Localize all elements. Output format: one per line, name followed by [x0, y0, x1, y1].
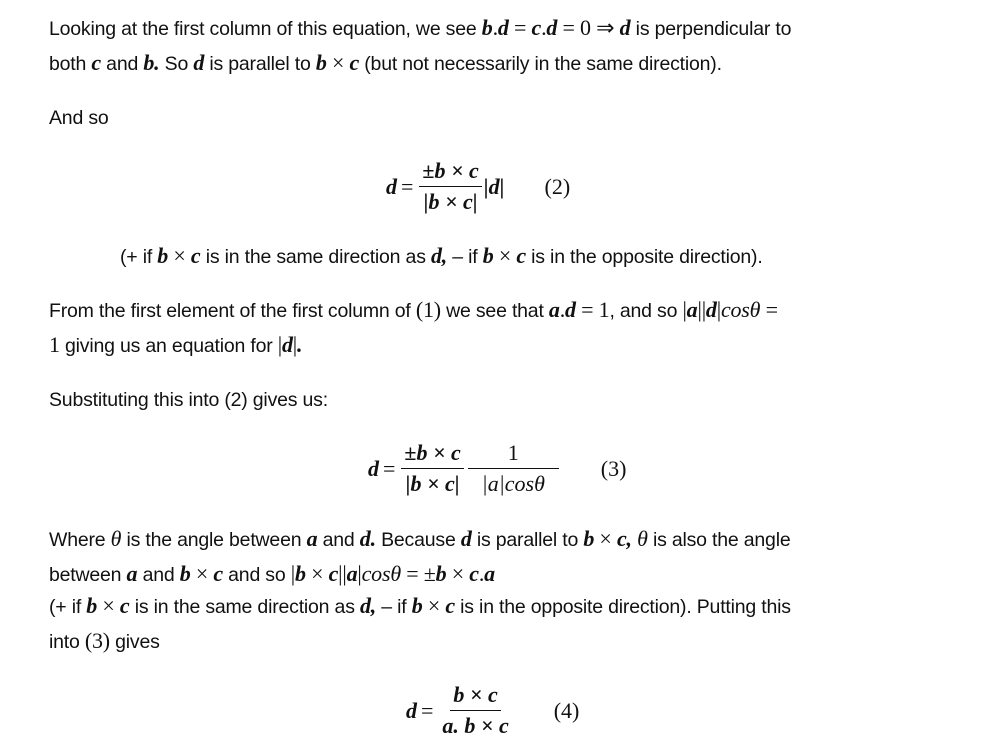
- math-run: = 1: [575, 297, 610, 322]
- text-run: Looking at the first column of this equation, we see: [49, 18, 482, 40]
- numerator: b × c: [450, 682, 500, 711]
- math-run: θ: [110, 526, 122, 551]
- math-run: ×: [493, 243, 517, 268]
- text-run: (+ if: [49, 596, 87, 618]
- math-run: d,: [359, 593, 377, 618]
- math-run: |: [357, 561, 362, 586]
- text-run: and: [317, 529, 360, 551]
- equation-3: [368, 440, 626, 497]
- math-run: cosθ: [720, 297, 761, 322]
- math-run: |: [716, 297, 721, 322]
- numerator: ±b × c: [401, 440, 463, 469]
- math-run: θ: [637, 526, 648, 551]
- denominator: |b × c|: [405, 471, 460, 496]
- eq-tail: |d|: [483, 173, 505, 199]
- eq-lhs: d: [368, 455, 379, 481]
- math-run: |: [277, 332, 282, 357]
- denominator: a. b × c: [442, 713, 509, 738]
- math-run: = 0 ⇒: [557, 15, 620, 40]
- math-run: .: [492, 15, 498, 40]
- text-run: is parallel to: [471, 529, 584, 551]
- text-run: , and so: [609, 300, 683, 322]
- math-run: a: [126, 561, 138, 586]
- math-run: a: [346, 561, 358, 586]
- math-run: c: [328, 561, 339, 586]
- eq-lhs: d: [406, 697, 417, 723]
- text-run: is parallel to: [204, 53, 316, 75]
- math-run: d: [193, 50, 205, 75]
- math-run: .: [296, 332, 303, 357]
- math-run: (1): [415, 297, 441, 322]
- math-run: ×: [422, 593, 446, 618]
- paragraph-line: [49, 16, 791, 41]
- paragraph-line: [49, 562, 495, 587]
- math-run: ×: [97, 593, 120, 618]
- math-run: d: [565, 297, 576, 322]
- math-run: .: [478, 561, 485, 586]
- equation-2: [386, 158, 570, 215]
- text-run: is in the opposite direction). Putting this: [454, 596, 791, 618]
- paragraph-line: [120, 244, 763, 269]
- math-run: c: [91, 50, 101, 75]
- text-run: we see that: [440, 300, 549, 322]
- fraction: [439, 682, 511, 739]
- math-run: |: [292, 332, 297, 357]
- math-run: b: [411, 593, 423, 618]
- paragraph-line: [49, 51, 722, 76]
- math-run: (3): [84, 628, 110, 653]
- paragraph-line: [49, 388, 328, 412]
- fraction: [401, 440, 463, 497]
- math-run: b: [179, 561, 191, 586]
- math-run: c: [516, 243, 526, 268]
- math-run: = ±: [400, 561, 436, 586]
- math-run: ×: [594, 526, 617, 551]
- eq-lhs: d: [386, 173, 397, 199]
- text-run: Where: [49, 529, 111, 551]
- math-run: ×: [446, 561, 470, 586]
- math-run: 1: [49, 332, 60, 357]
- text-run: and so: [222, 564, 291, 586]
- math-run: .: [541, 15, 547, 40]
- math-run: b: [482, 243, 494, 268]
- denominator: |b × c|: [423, 189, 478, 214]
- text-run: is in the same direction as: [129, 596, 360, 618]
- math-run: a: [306, 526, 318, 551]
- math-run: ×: [326, 50, 350, 75]
- paragraph-line: [49, 527, 790, 552]
- math-run: =: [760, 297, 778, 322]
- text-run: and: [100, 53, 144, 75]
- text-run: – if: [447, 246, 483, 268]
- text-run: (+ if: [120, 246, 158, 268]
- math-run: c: [190, 243, 201, 268]
- math-run: c: [119, 593, 130, 618]
- math-run: b: [583, 526, 595, 551]
- text-run: into: [49, 631, 85, 653]
- text-run: (but not necessarily in the same direction).: [359, 53, 722, 75]
- fraction: [419, 158, 481, 215]
- text-run: between: [49, 564, 127, 586]
- text-run: Substituting this into (2) gives us:: [49, 389, 328, 411]
- equation-number: (4): [553, 697, 580, 723]
- paragraph-line: [49, 594, 791, 619]
- equation-4: [406, 682, 579, 739]
- text-run: Because: [375, 529, 461, 551]
- math-run: c: [445, 593, 455, 618]
- math-run: d: [705, 297, 717, 322]
- math-run: ||: [338, 561, 347, 586]
- math-run: b.: [143, 50, 160, 75]
- math-run: b: [86, 593, 98, 618]
- text-run: is the angle between: [121, 529, 307, 551]
- math-run: |: [682, 297, 687, 322]
- math-run: b: [315, 50, 327, 75]
- math-run: c: [531, 15, 542, 40]
- math-run: b: [157, 243, 169, 268]
- equation-number: (2): [544, 173, 571, 199]
- text-run: gives: [109, 631, 160, 653]
- text-run: So: [159, 53, 194, 75]
- text-run: From the first element of the first column of: [49, 300, 416, 322]
- math-run: a: [686, 297, 698, 322]
- paragraph-line: [49, 298, 778, 323]
- math-run: d.: [359, 526, 376, 551]
- math-run: =: [508, 15, 532, 40]
- text-run: both: [49, 53, 92, 75]
- math-run: ×: [168, 243, 191, 268]
- math-run: c: [349, 50, 360, 75]
- numerator: 1: [468, 440, 559, 469]
- text-run: – if: [376, 596, 412, 618]
- equation-number: (3): [600, 455, 627, 481]
- math-run: d: [460, 526, 472, 551]
- denominator: |a|cosθ: [481, 471, 545, 496]
- eq-sign: =: [401, 173, 414, 199]
- math-run: |: [290, 561, 295, 586]
- math-run: c: [469, 561, 479, 586]
- fraction: [468, 440, 559, 497]
- text-run: is perpendicular to: [630, 18, 792, 40]
- math-run: ×: [190, 561, 214, 586]
- eq-sign: =: [383, 455, 396, 481]
- math-run: d: [619, 15, 631, 40]
- math-run: cosθ: [361, 561, 401, 586]
- math-run: b: [294, 561, 306, 586]
- math-run: c,: [616, 526, 632, 551]
- text-run: is also the angle: [647, 529, 791, 551]
- math-run: c: [213, 561, 223, 586]
- text-run: giving us an equation for: [59, 335, 278, 357]
- math-run: ||: [697, 297, 706, 322]
- math-run: d: [497, 15, 509, 40]
- text-run: is in the same direction as: [200, 246, 431, 268]
- math-run: ×: [305, 561, 329, 586]
- paragraph-line: [49, 629, 160, 654]
- eq-sign: =: [421, 697, 434, 723]
- math-run: b: [435, 561, 447, 586]
- math-run: d,: [430, 243, 448, 268]
- numerator: ±b × c: [419, 158, 481, 187]
- text-run: And so: [49, 107, 109, 129]
- math-run: b: [481, 15, 493, 40]
- text-run: is in the opposite direction).: [525, 246, 763, 268]
- math-run: .: [559, 297, 566, 322]
- math-run: d: [281, 332, 293, 357]
- math-run: a: [484, 561, 495, 586]
- text-run: and: [137, 564, 180, 586]
- math-run: a: [548, 297, 560, 322]
- paragraph-line: [49, 333, 302, 358]
- paragraph-line: [49, 106, 109, 130]
- math-run: d: [546, 15, 558, 40]
